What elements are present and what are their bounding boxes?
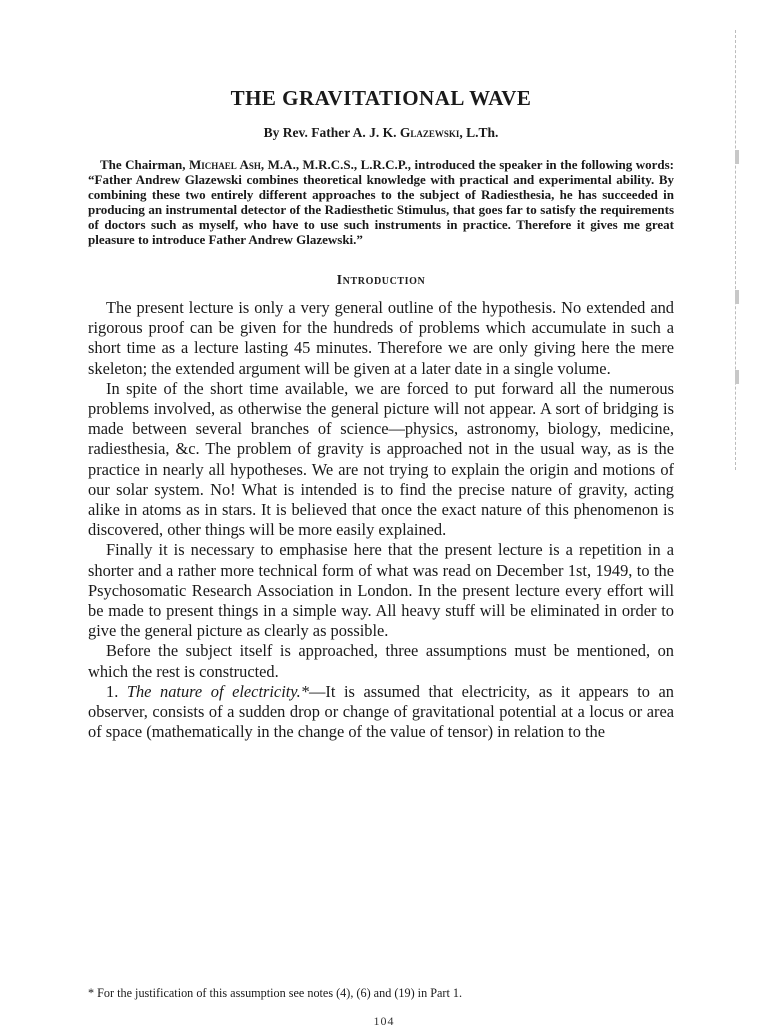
body-paragraph: In spite of the short time available, we are forced to put forward all the numerous problems involved, as otherwise the general picture will not appear. A sort of bridging is made between several branches of science—physics, astronomy, biology, medicine, radiesthesia, &c. The problem of gravity is approached not in the usual way, as is the practice in nearly all hypotheses. We are not trying to explain the origin and motions of our solar system. No! What is intended is to find the precise nature of gravity, acting alike in atoms as in stars. It is believed that once the exact nature of this phenomenon is discovered, other things will be more easily explained. [88, 378, 674, 540]
document-page [88, 86, 674, 742]
body-paragraph: The present lecture is only a very general outline of the hypothesis. No extended and rigorous proof can be given for the hundreds of problems which accumulate in such a short time as a lecture lasting 45 minutes. Therefore we are only giving here the mere skeleton; the extended argument will be given at a later date in a single volume. [88, 298, 674, 378]
assumption-text: —It is assumed that electricity, as it appears to an observer, consists of a sudden drop or change of gravitational potential at a locus or area of space (mathematically in the change of the value of tensor) in relation to the [88, 681, 674, 742]
byline-prefix: By Rev. Father A. J. K. [263, 125, 397, 140]
author-byline [88, 125, 674, 141]
body-paragraph: Before the subject itself is approached, three assumptions must be mentioned, on which the rest is constructed. [88, 641, 674, 681]
assumption-title: The nature of electricity.* [126, 681, 309, 701]
footnote: * For the justification of this assumption see notes (4), (6) and (19) in Part 1. [88, 986, 463, 1000]
assumption-number: 1. [106, 681, 119, 701]
body-paragraph: Finally it is necessary to emphasise here that the present lecture is a repetition in a shorter and a rather more technical form of what was read on December 1st, 1949, to the Psychosomatic Research Association in London. In the present lecture every effort will be made to present things in a simple way. All heavy stuff will be eliminated in order to give the general picture as clearly as possible. [88, 540, 674, 641]
intro-text-after: , M.A., M.R.C.S., L.R.C.P., introduced the speaker in the following words: “Father Andrew Glazewski combines theoretical knowledge with practical and experimental ability. By combining these two entirely different approaches to the subject of Radiesthesia, he has succeeded in producing an instrumental detector of the Radiesthetic Stimulus, that goes far to satisfy the requirements of doctors such as myself, who have to use such instruments in practice. Therefore it gives me great pleasure to introduce Father Andrew Glazewski.” [88, 157, 675, 247]
scan-margin-mark [735, 370, 739, 384]
byline-suffix: , L.Th. [459, 125, 499, 140]
chairman-name: Michael Ash [188, 157, 261, 172]
scan-margin-rule [735, 30, 737, 470]
author-surname: Glazewski [399, 125, 460, 140]
scan-margin-mark [735, 150, 739, 164]
chairman-introduction [88, 157, 674, 247]
article-title: THE GRAVITATIONAL WAVE [230, 86, 532, 110]
section-heading: Introduction [336, 273, 426, 288]
intro-text-before: The Chairman, [100, 157, 186, 172]
page-number: 104 [373, 1014, 395, 1028]
numbered-assumption [88, 682, 674, 743]
scan-margin-mark [735, 290, 739, 304]
